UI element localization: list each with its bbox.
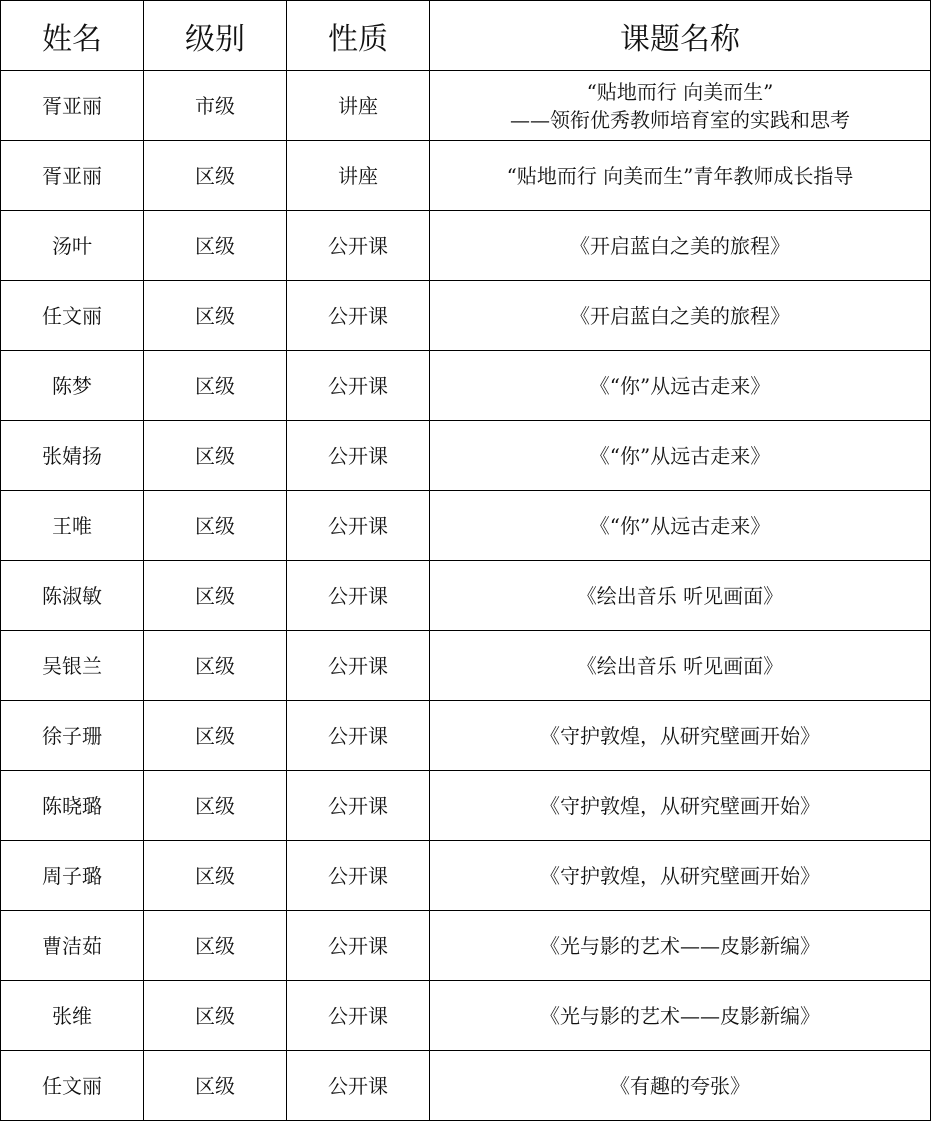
cell-title: 《有趣的夸张》: [430, 1051, 931, 1121]
cell-name: 陈梦: [1, 351, 144, 421]
cell-title: 《绘出音乐 听见画面》: [430, 631, 931, 701]
cell-title: 《“你”从远古走来》: [430, 491, 931, 561]
cell-type: 公开课: [287, 561, 430, 631]
table-row: [1, 841, 931, 911]
cell-level: 区级: [144, 771, 287, 841]
table-row: [1, 281, 931, 351]
cell-type: 公开课: [287, 1051, 430, 1121]
cell-name: 张维: [1, 981, 144, 1051]
header-title: 课题名称: [430, 1, 931, 71]
table-row: [1, 561, 931, 631]
cell-level: 区级: [144, 561, 287, 631]
table-row: [1, 981, 931, 1051]
cell-name: 陈晓璐: [1, 771, 144, 841]
cell-type: 公开课: [287, 911, 430, 981]
table-row: [1, 71, 931, 141]
cell-name: 徐子珊: [1, 701, 144, 771]
cell-level: 区级: [144, 701, 287, 771]
cell-level: 区级: [144, 1051, 287, 1121]
cell-level: 区级: [144, 281, 287, 351]
header-type: 性质: [287, 1, 430, 71]
table-row: [1, 421, 931, 491]
cell-name: 任文丽: [1, 281, 144, 351]
cell-level: 区级: [144, 841, 287, 911]
cell-title: 《守护敦煌，从研究壁画开始》: [430, 841, 931, 911]
cell-title: 《绘出音乐 听见画面》: [430, 561, 931, 631]
cell-name: 周子璐: [1, 841, 144, 911]
cell-name: 胥亚丽: [1, 141, 144, 211]
header-name: 姓名: [1, 1, 144, 71]
table-row: [1, 351, 931, 421]
cell-type: 公开课: [287, 631, 430, 701]
cell-type: 讲座: [287, 71, 430, 141]
cell-name: 陈淑敏: [1, 561, 144, 631]
table-row: [1, 1051, 931, 1121]
table-row: [1, 631, 931, 701]
cell-name: 吴银兰: [1, 631, 144, 701]
cell-type: 公开课: [287, 981, 430, 1051]
cell-name: 胥亚丽: [1, 71, 144, 141]
cell-type: 讲座: [287, 141, 430, 211]
cell-level: 区级: [144, 141, 287, 211]
cell-title: 《开启蓝白之美的旅程》: [430, 211, 931, 281]
cell-title: “贴地而行 向美而生” ——领衔优秀教师培育室的实践和思考: [430, 71, 931, 141]
cell-level: 区级: [144, 631, 287, 701]
cell-level: 区级: [144, 491, 287, 561]
cell-title: 《守护敦煌，从研究壁画开始》: [430, 701, 931, 771]
cell-title: 《开启蓝白之美的旅程》: [430, 281, 931, 351]
cell-title: 《光与影的艺术——皮影新编》: [430, 911, 931, 981]
cell-type: 公开课: [287, 491, 430, 561]
cell-name: 王唯: [1, 491, 144, 561]
cell-name: 张婧扬: [1, 421, 144, 491]
cell-type: 公开课: [287, 351, 430, 421]
cell-type: 公开课: [287, 771, 430, 841]
cell-title: 《“你”从远古走来》: [430, 351, 931, 421]
header-level: 级别: [144, 1, 287, 71]
table-row: [1, 141, 931, 211]
cell-level: 区级: [144, 421, 287, 491]
table-row: [1, 701, 931, 771]
table-row: [1, 771, 931, 841]
cell-name: 任文丽: [1, 1051, 144, 1121]
cell-type: 公开课: [287, 841, 430, 911]
table-row: [1, 211, 931, 281]
cell-title: “贴地而行 向美而生”青年教师成长指导: [430, 141, 931, 211]
cell-name: 曹洁茹: [1, 911, 144, 981]
table-row: [1, 491, 931, 561]
cell-title: 《守护敦煌，从研究壁画开始》: [430, 771, 931, 841]
table-row: [1, 911, 931, 981]
cell-level: 区级: [144, 981, 287, 1051]
cell-level: 区级: [144, 911, 287, 981]
cell-level: 区级: [144, 211, 287, 281]
table-body: [1, 71, 931, 1121]
header-row: [1, 1, 931, 71]
cell-name: 汤叶: [1, 211, 144, 281]
cell-type: 公开课: [287, 281, 430, 351]
cell-level: 区级: [144, 351, 287, 421]
cell-type: 公开课: [287, 701, 430, 771]
cell-level: 市级: [144, 71, 287, 141]
cell-type: 公开课: [287, 421, 430, 491]
cell-title: 《“你”从远古走来》: [430, 421, 931, 491]
cell-type: 公开课: [287, 211, 430, 281]
cell-title: 《光与影的艺术——皮影新编》: [430, 981, 931, 1051]
